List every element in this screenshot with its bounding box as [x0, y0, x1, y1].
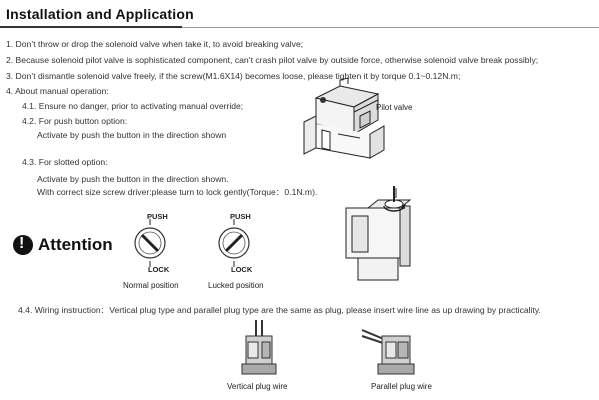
attention-heading: Attention	[38, 235, 113, 254]
dial-normal-icon	[130, 223, 170, 263]
parallel-plug-caption: Parallel plug wire	[371, 382, 432, 391]
item-1: 1. Don’t throw or drop the solenoid valve when take it, to avoid breaking valve;	[6, 39, 304, 49]
item-4-3-line1: Activate by push the button in the direction shown.	[37, 174, 229, 184]
solenoid-valve-drawing	[300, 78, 400, 160]
parallel-plug-photo	[360, 322, 430, 378]
dial-2-caption: Lucked position	[208, 281, 264, 290]
title-rule	[182, 27, 599, 28]
dial-1-push-label: PUSH	[147, 212, 168, 221]
vertical-plug-caption: Vertical plug wire	[227, 382, 288, 391]
item-4-3-line2: With correct size screw driver:please turn to lock gently(Torque：0.1N.m).	[37, 187, 318, 197]
warning-mark: !	[19, 235, 25, 252]
dial-2-lock-label: LOCK	[231, 265, 253, 274]
title-underline	[0, 26, 182, 28]
item-4-4: 4.4. Wiring instruction：Vertical plug type and parallel plug type are the same as plug, please insert wire line as up drawing by practicality.	[18, 305, 541, 315]
vertical-plug-photo	[232, 320, 292, 378]
item-2: 2. Because solenoid pilot valve is sophisticated component, can’t crash pilot valve by outside force, otherwise solenoid valve break possibly;	[6, 55, 539, 65]
section-title: Installation and Application	[6, 6, 194, 22]
item-4: 4. About manual operation:	[6, 86, 109, 96]
dial-1-caption: Normal position	[123, 281, 179, 290]
item-4-3: 4.3. For slotted option:	[22, 157, 108, 167]
dial-locked-icon	[214, 223, 254, 263]
screwdriver-drawing	[338, 188, 438, 288]
dial-2-push-label: PUSH	[230, 212, 251, 221]
item-4-2: 4.2. For push button option:	[22, 116, 128, 126]
dial-1-lock-label: LOCK	[148, 265, 170, 274]
item-4-2-text: Activate by push the button in the direction shown	[37, 130, 227, 140]
pilot-valve-label: Pilot valve	[376, 103, 413, 112]
item-3: 3. Don’t dismantle solenoid valve freely, if the screw(M1.6X14) becomes loose, please tighten it by torque 0.1~0.12N.m;	[6, 71, 461, 81]
item-4-1: 4.1. Ensure no danger, prior to activating manual override;	[22, 101, 244, 111]
